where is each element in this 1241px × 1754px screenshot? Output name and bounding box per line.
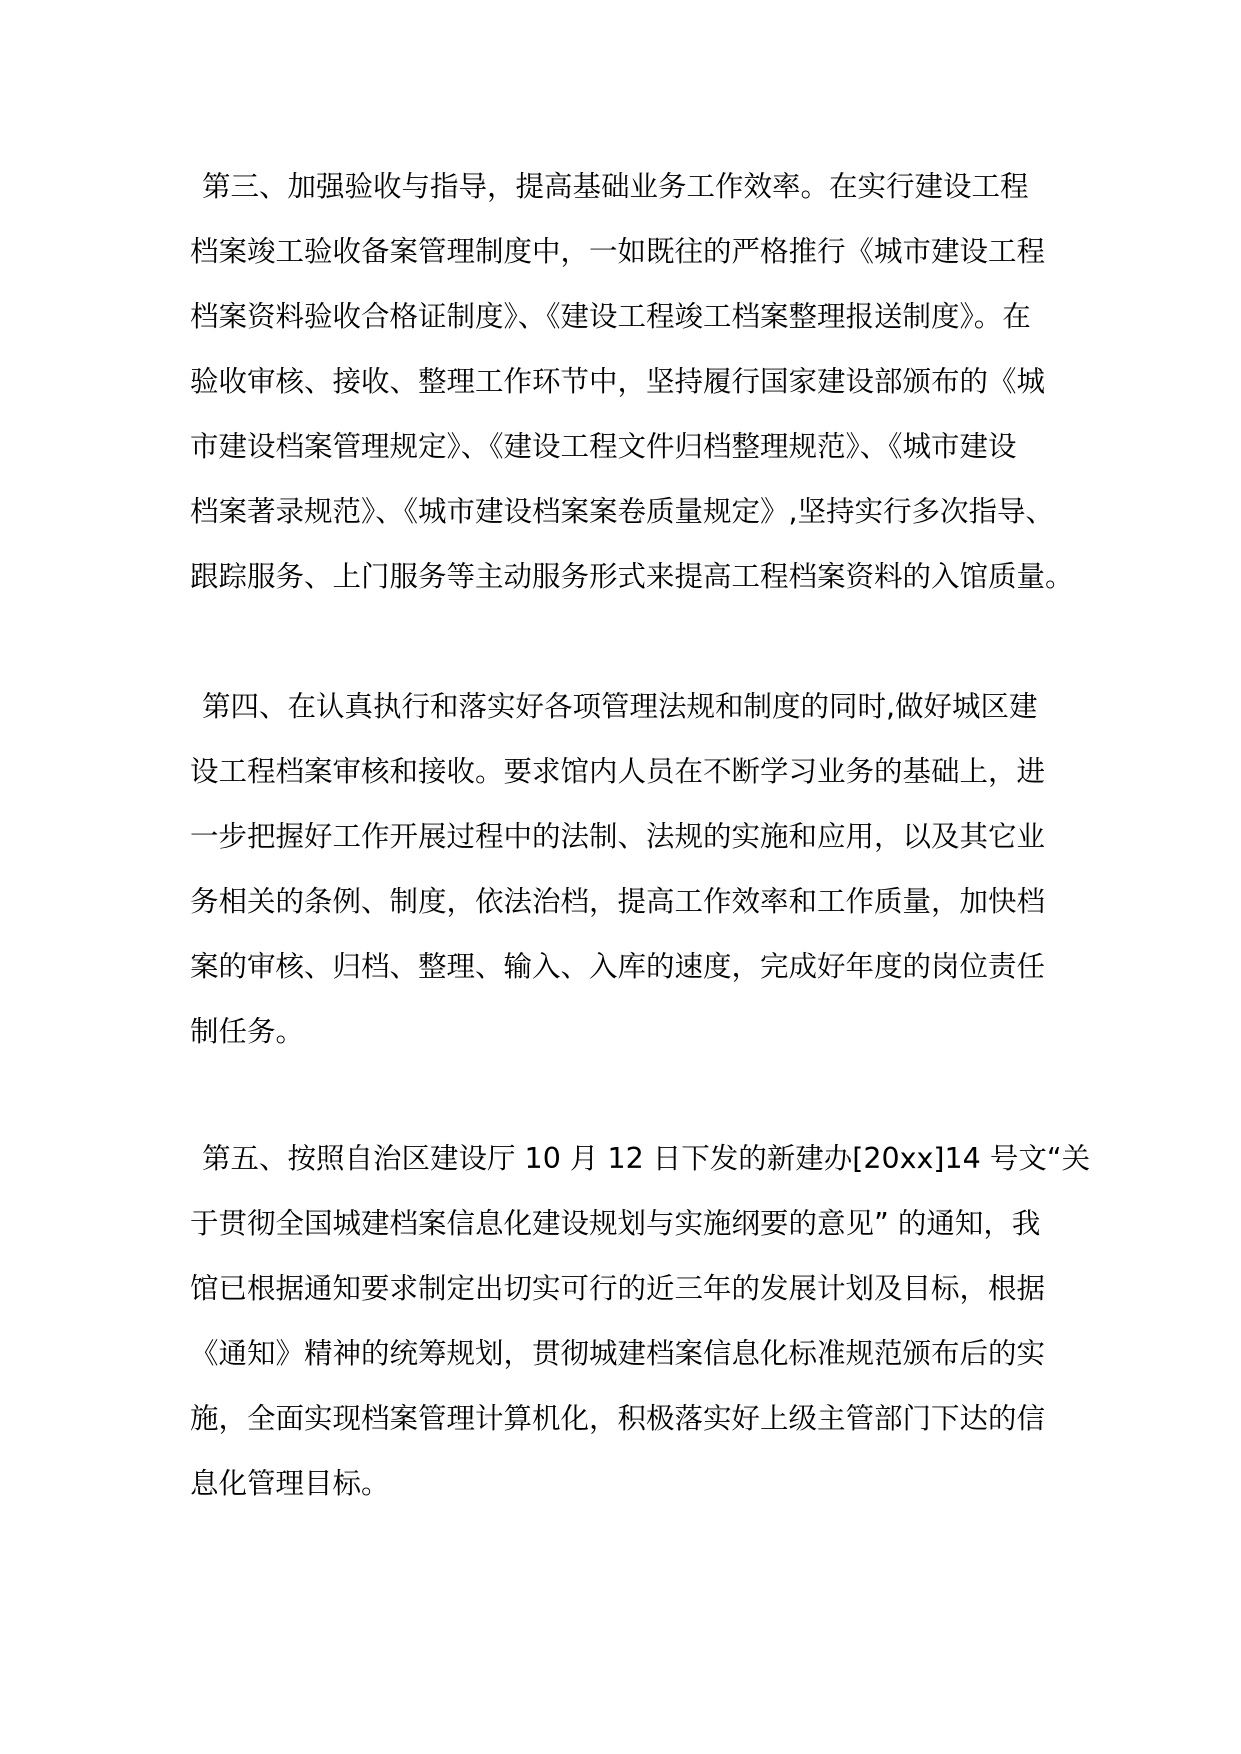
text-line: 档案资料验收合格证制度》、《建设工程竣工档案整理报送制度》。在 — [190, 300, 1031, 333]
text-line: 制任务。 — [190, 1015, 305, 1048]
text-line: 《通知》精神的统筹规划，贯彻城建档案信息化标准规范颁布后的实 — [190, 1337, 1046, 1370]
text-line: 市建设档案管理规定》、《建设工程文件归档整理规范》、《城市建设 — [190, 430, 1017, 463]
text-line: 跟踪服务、上门服务等主动服务形式来提高工程档案资料的入馆质量。 — [190, 560, 1074, 593]
text-line: 于贯彻全国城建档案信息化建设规划与实施纲要的意见” 的通知，我 — [190, 1207, 1041, 1240]
text-line: 息化管理目标。 — [190, 1467, 390, 1500]
text-line: 设工程档案审核和接收。要求馆内人员在不断学习业务的基础上，进 — [190, 755, 1046, 788]
paragraph-fifth — [190, 1126, 1091, 1516]
text-line: 施，全面实现档案管理计算机化，积极落实好上级主管部门下达的信 — [190, 1402, 1046, 1435]
text-line: 案的审核、归档、整理、输入、入库的速度，完成好年度的岗位责任 — [190, 950, 1046, 983]
paragraph-third — [190, 154, 1074, 609]
text-line: 第五、按照自治区建设厅 10 月 12 日下发的新建办[20xx]14 号文“关 — [202, 1142, 1091, 1175]
text-line: 一步把握好工作开展过程中的法制、法规的实施和应用，以及其它业 — [190, 820, 1046, 853]
paragraph-fourth — [190, 674, 1062, 1064]
text-line: 第四、在认真执行和落实好各项管理法规和制度的同时,做好城区建 — [202, 690, 1038, 723]
text-line: 务相关的条例、制度，依法治档，提高工作效率和工作质量，加快档 — [190, 885, 1046, 918]
text-line: 档案著录规范》、《城市建设档案案卷质量规定》,坚持实行多次指导、 — [190, 495, 1055, 528]
text-line: 验收审核、接收、整理工作环节中，坚持履行国家建设部颁布的《城 — [190, 365, 1046, 398]
text-line: 馆已根据通知要求制定出切实可行的近三年的发展计划及目标，根据 — [190, 1272, 1046, 1305]
text-line: 第三、加强验收与指导，提高基础业务工作效率。在实行建设工程 — [202, 170, 1029, 203]
text-line: 档案竣工验收备案管理制度中，一如既往的严格推行《城市建设工程 — [190, 235, 1046, 268]
